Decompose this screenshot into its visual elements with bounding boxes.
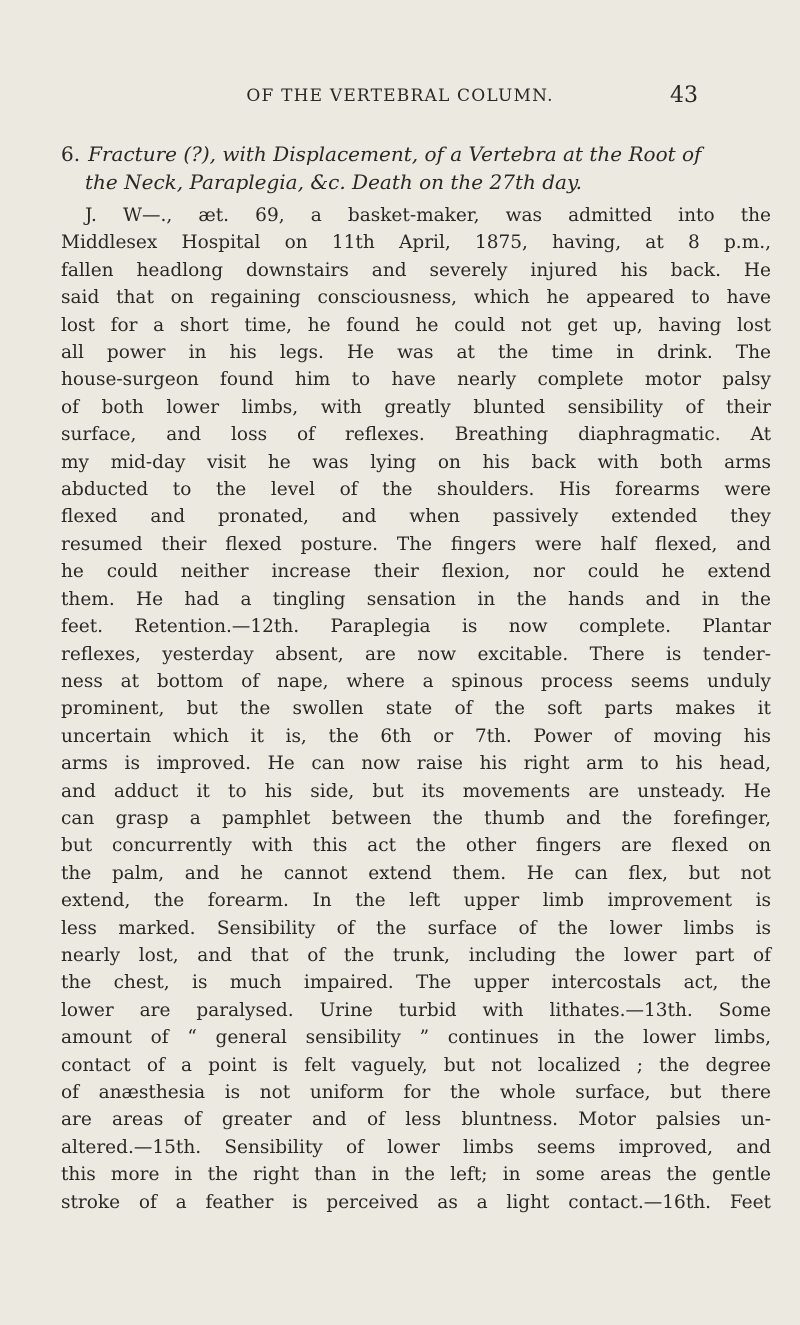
text-line: and adduct it to his side, but its movements are unsteady. He (61, 780, 771, 802)
running-head (0, 83, 800, 116)
case-heading-line (61, 140, 761, 168)
text-line: the chest, is much impaired. The upper intercostals act, the (61, 972, 771, 994)
text-line: this more in the right than in the left; in some areas the gentle (61, 1164, 771, 1186)
text-line: said that on regaining consciousness, which he appeared to have (61, 287, 771, 309)
text-line: feet. Retention.—12th. Paraplegia is now complete. Plantar (61, 616, 771, 638)
text-line: stroke of a feather is perceived as a light contact.—16th. Feet (61, 1191, 771, 1213)
text-line: the palm, and he cannot extend them. He can flex, but not (61, 862, 771, 884)
text-line: prominent, but the swollen state of the soft parts makes it (61, 698, 771, 720)
case-number: 6. (61, 142, 81, 166)
case-report-body (61, 202, 771, 1216)
text-line: flexed and pronated, and when passively extended they (61, 506, 771, 528)
text-line: altered.—15th. Sensibility of lower limbs seems improved, and (61, 1136, 771, 1158)
text-line: but concurrently with this act the other fingers are flexed on (61, 835, 771, 857)
text-line: contact of a point is felt vaguely, but not localized ; the degree (61, 1054, 771, 1076)
text-line: of anæsthesia is not uniform for the whole surface, but there (61, 1082, 771, 1103)
text-line: arms is improved. He can now raise his right arm to his head, (61, 753, 771, 775)
running-title: OF THE VERTEBRAL COLUMN. (246, 86, 554, 106)
text-line: abducted to the level of the shoulders. His forearms were (61, 479, 771, 501)
text-line: uncertain which it is, the 6th or 7th. Power of moving his (61, 725, 771, 747)
text-line: he could neither increase their flexion, nor could he extend (61, 561, 771, 583)
text-line: all power in his legs. He was at the time in drink. The (61, 342, 771, 364)
text-line: reflexes, yesterday absent, are now excitable. There is tender- (61, 643, 771, 665)
text-line: are areas of greater and of less bluntness. Motor palsies un- (61, 1109, 771, 1131)
text-line: fallen headlong downstairs and severely injured his back. He (61, 259, 771, 281)
text-line: resumed their flexed posture. The fingers were half flexed, and (61, 533, 771, 555)
text-line: nearly lost, and that of the trunk, including the lower part of (61, 944, 771, 966)
text-line: ness at bottom of nape, where a spinous process seems unduly (61, 670, 771, 692)
case-heading-text: Fracture (?), with Displacement, of a Vertebra at the Root of (88, 142, 702, 166)
text-line: extend, the forearm. In the left upper limb improvement is (61, 890, 771, 912)
text-line: them. He had a tingling sensation in the hands and in the (61, 588, 771, 610)
text-line: J. W—., æt. 69, a basket-maker, was admitted into the (85, 205, 771, 226)
text-line: can grasp a pamphlet between the thumb and the forefinger, (61, 807, 771, 829)
text-line: of both lower limbs, with greatly blunted sensibility of their (61, 396, 771, 418)
text-line: less marked. Sensibility of the surface of the lower limbs is (61, 917, 771, 939)
text-line: surface, and loss of reflexes. Breathing diaphragmatic. At (61, 424, 771, 446)
case-heading (61, 140, 761, 196)
page-number: 43 (670, 83, 698, 108)
text-line: house-surgeon found him to have nearly complete motor palsy (61, 369, 771, 391)
text-line: lower are paralysed. Urine turbid with lithates.—13th. Some (61, 999, 771, 1021)
text-line: Middlesex Hospital on 11th April, 1875, having, at 8 p.m., (61, 232, 771, 254)
text-line: amount of “ general sensibility ” continues in the lower limbs, (61, 1027, 771, 1049)
text-line: lost for a short time, he found he could not get up, having lost (61, 314, 771, 336)
case-heading-line: the Neck, Paraplegia, &c. Death on the 27th day. (85, 170, 582, 194)
text-line: my mid-day visit he was lying on his back with both arms (61, 451, 771, 473)
